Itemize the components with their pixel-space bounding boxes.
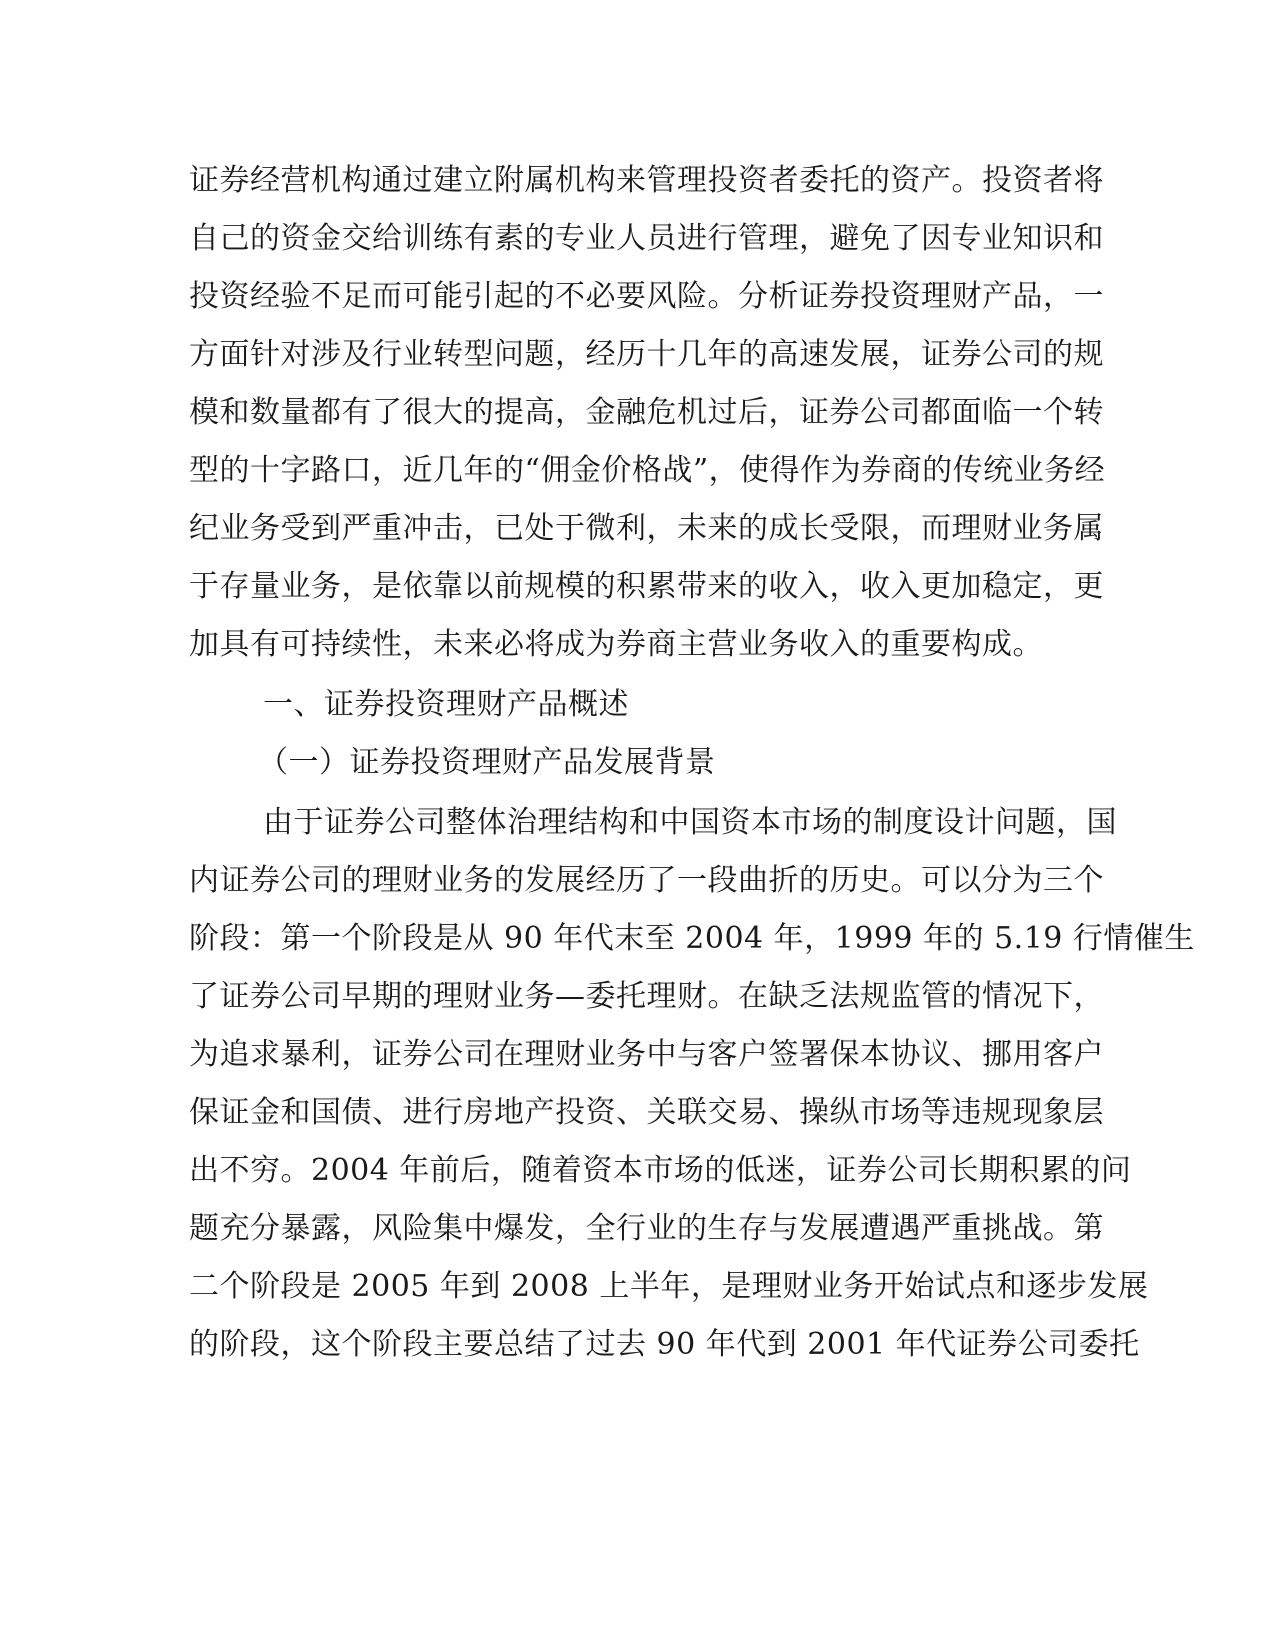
paragraph-2-line-8: 题充分暴露，风险集中爆发，全行业的生存与发展遭遇严重挑战。第 (189, 1211, 1104, 1246)
paragraph-1-line-1: 证券经营机构通过建立附属机构来管理投资者委托的资产。投资者将 (189, 163, 1104, 198)
paragraph-1-line-8: 于存量业务，是依靠以前规模的积累带来的收入，收入更加稳定，更 (189, 569, 1104, 604)
paragraph-1-line-6: 型的十字路口，近几年的“佣金价格战”，使得作为券商的传统业务经 (189, 453, 1106, 488)
paragraph-2-line-7: 出不穷。2004 年前后，随着资本市场的低迷，证券公司长期积累的问 (189, 1153, 1132, 1188)
paragraph-1-line-2: 自己的资金交给训练有素的专业人员进行管理，避免了因专业知识和 (189, 221, 1104, 256)
paragraph-2-line-10: 的阶段，这个阶段主要总结了过去 90 年代到 2001 年代证券公司委托 (189, 1327, 1140, 1362)
paragraph-1-line-9: 加具有可持续性，未来必将成为券商主营业务收入的重要构成。 (189, 627, 1043, 662)
paragraph-1-line-4: 方面针对涉及行业转型问题，经历十几年的高速发展，证券公司的规 (189, 337, 1104, 372)
subsection-heading: （一）证券投资理财产品发展背景 (258, 745, 716, 780)
section-heading: 一、证券投资理财产品概述 (263, 687, 629, 722)
paragraph-2-line-3: 阶段：第一个阶段是从 90 年代末至 2004 年，1999 年的 5.19 行情催生 (189, 921, 1195, 956)
paragraph-2-line-9: 二个阶段是 2005 年到 2008 上半年，是理财业务开始试点和逐步发展 (189, 1269, 1149, 1304)
paragraph-1-line-7: 纪业务受到严重冲击，已处于微利，未来的成长受限，而理财业务属 (189, 511, 1104, 546)
paragraph-1-line-5: 模和数量都有了很大的提高，金融危机过后，证券公司都面临一个转 (189, 395, 1104, 430)
paragraph-2-line-1: 由于证券公司整体治理结构和中国资本市场的制度设计问题，国 (263, 805, 1117, 840)
paragraph-2-line-6: 保证金和国债、进行房地产投资、关联交易、操纵市场等违规现象层 (189, 1095, 1104, 1130)
paragraph-2-line-4: 了证券公司早期的理财业务—委托理财。在缺乏法规监管的情况下， (189, 979, 1104, 1014)
paragraph-2-line-2: 内证券公司的理财业务的发展经历了一段曲折的历史。可以分为三个 (189, 863, 1104, 898)
paragraph-1-line-3: 投资经验不足而可能引起的不必要风险。分析证券投资理财产品，一 (189, 279, 1104, 314)
paragraph-2-line-5: 为追求暴利，证券公司在理财业务中与客户签署保本协议、挪用客户 (189, 1037, 1104, 1072)
